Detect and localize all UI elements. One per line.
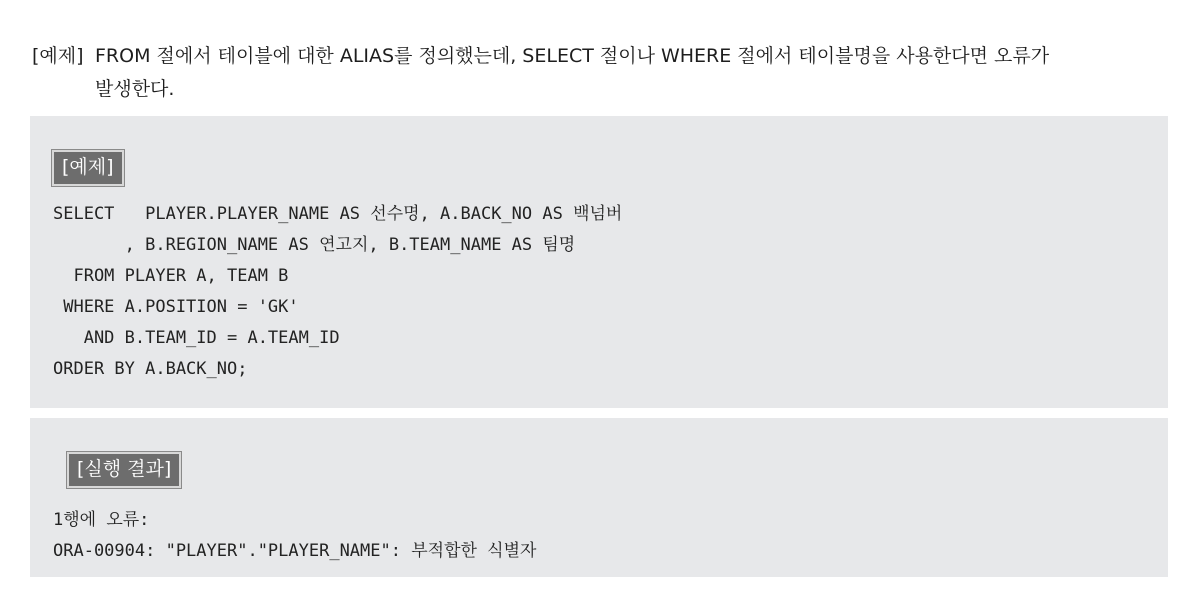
- intro-line-1: [32, 40, 1182, 73]
- intro-paragraph: [32, 40, 1182, 106]
- result-box: [30, 418, 1168, 577]
- code-line: FROM PLAYER A, TEAM B: [53, 266, 289, 286]
- intro-text-line-1: FROM 절에서 테이블에 대한 ALIAS를 정의했는데, SELECT 절이나 WHERE 절에서 테이블명을 사용한다면 오류가: [95, 45, 1050, 67]
- result-line: 1행에 오류:: [53, 510, 150, 530]
- result-output: [53, 505, 536, 567]
- result-line: ORA-00904: "PLAYER"."PLAYER_NAME": 부적합한 식별자: [53, 541, 537, 561]
- intro-example-tag: [예제]: [32, 45, 84, 67]
- example-box: [30, 116, 1168, 408]
- code-line: WHERE A.POSITION = 'GK': [53, 297, 299, 317]
- code-line: SELECT PLAYER.PLAYER_NAME AS 선수명, A.BACK_NO AS 백넘버: [53, 204, 623, 224]
- example-label: [예제]: [52, 150, 124, 186]
- code-line: AND B.TEAM_ID = A.TEAM_ID: [53, 328, 340, 348]
- intro-line-2: 발생한다.: [95, 78, 175, 100]
- code-line: , B.REGION_NAME AS 연고지, B.TEAM_NAME AS 팀명: [53, 235, 576, 255]
- result-label: [실행 결과]: [67, 452, 181, 488]
- example-sql-code: [53, 199, 622, 385]
- code-line: ORDER BY A.BACK_NO;: [53, 359, 248, 379]
